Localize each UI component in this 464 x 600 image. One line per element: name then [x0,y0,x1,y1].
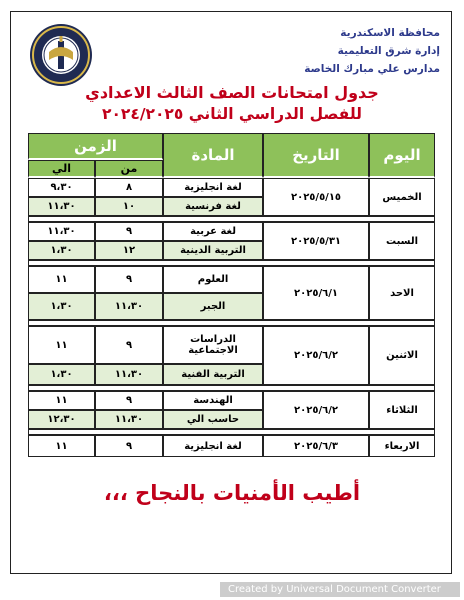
cell-from: ٩ [95,222,163,241]
header-time: الزمن [28,133,163,160]
cell-to: ١،٣٠ [28,293,95,320]
cell-subject: حاسب الي [163,410,263,429]
cell-subject: لغة فرنسية [163,197,263,216]
cell-to: ٩،٣٠ [28,178,95,197]
school-logo [28,22,94,88]
cell-subject: العلوم [163,266,263,293]
header-day: اليوم [369,133,435,178]
table-row [28,266,435,293]
cell-subject: لغة انجليزية [163,435,263,457]
cell-from: ١٢ [95,241,163,260]
cell-date: ٢٠٢٥/٥/١٥ [263,178,369,216]
cell-date: ٢٠٢٥/٦/٢ [263,391,369,429]
cell-to: ١،٣٠ [28,241,95,260]
cell-day: الاحد [369,266,435,320]
org-line-school: مدارس علي مبارك الخاصة [304,63,440,75]
cell-date: ٢٠٢٥/٦/١ [263,266,369,320]
cell-date: ٢٠٢٥/٦/٣ [263,435,369,457]
cell-to: ١١،٣٠ [28,222,95,241]
cell-date: ٢٠٢٥/٥/٣١ [263,222,369,260]
cell-to: ١١ [28,435,95,457]
table-row [28,435,435,457]
good-luck-message: أطيب الأمنيات بالنجاح ،،، [103,481,361,505]
cell-to: ١١ [28,391,95,410]
cell-from: ١١،٣٠ [95,410,163,429]
cell-date: ٢٠٢٥/٦/٢ [263,326,369,385]
header-subject: المادة [163,133,263,178]
cell-subject: الهندسة [163,391,263,410]
schedule-title: جدول امتحانات الصف الثالث الاعدادي [85,83,379,102]
table-row [28,222,435,241]
cell-to: ١٢،٣٠ [28,410,95,429]
cell-day: السبت [369,222,435,260]
cell-subject: الدراسات الاجتماعية [163,326,263,364]
header-from: من [95,160,163,178]
cell-day: الثلاثاء [369,391,435,429]
cell-from: ١١،٣٠ [95,293,163,320]
cell-from: ٩ [95,326,163,364]
cell-to: ١١ [28,326,95,364]
cell-to: ١،٣٠ [28,364,95,385]
cell-subject: التربية الفنية [163,364,263,385]
table-row [28,326,435,364]
cell-subject: الجبر [163,293,263,320]
table-row [28,178,435,197]
cell-subject: لغة انجليزية [163,178,263,197]
cell-from: ١٠ [95,197,163,216]
schedule-subtitle: للفصل الدراسي الثاني ٢٠٢٤/٢٠٢٥ [102,105,362,123]
cell-from: ٨ [95,178,163,197]
cell-day: الخميس [369,178,435,216]
exam-schedule-table [28,133,435,457]
cell-day: الاربعاء [369,435,435,457]
org-line-administration: إدارة شرق التعليمية [337,45,440,57]
org-line-governorate: محافظة الاسكندرية [340,27,440,39]
cell-from: ٩ [95,266,163,293]
cell-day: الاثنين [369,326,435,385]
table-row [28,391,435,410]
header-to: الي [28,160,95,178]
cell-to: ١١ [28,266,95,293]
converter-watermark: Created by Universal Document Converter [220,582,460,597]
cell-from: ١١،٣٠ [95,364,163,385]
cell-from: ٩ [95,391,163,410]
cell-to: ١١،٣٠ [28,197,95,216]
cell-subject: لغة عربية [163,222,263,241]
header-date: التاريخ [263,133,369,178]
cell-from: ٩ [95,435,163,457]
cell-subject: التربية الدينية [163,241,263,260]
